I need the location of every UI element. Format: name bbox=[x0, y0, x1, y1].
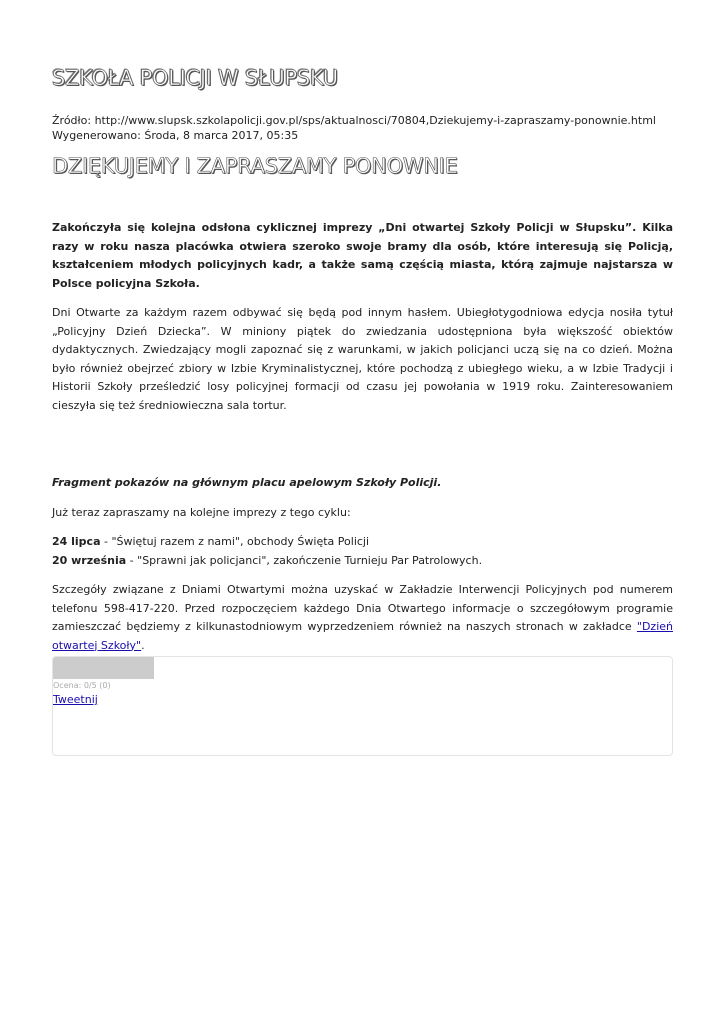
rating-stars-bar[interactable] bbox=[53, 657, 154, 679]
rating-label: Ocena: 0/5 (0) bbox=[53, 681, 111, 690]
site-title: SZKOŁA POLICJI W SŁUPSKU bbox=[52, 66, 338, 90]
event-date: 24 lipca bbox=[52, 535, 101, 548]
rating-box bbox=[52, 656, 673, 756]
invite-text: Już teraz zapraszamy na kolejne imprezy z tego cyklu: bbox=[52, 505, 351, 519]
generated-line: Wygenerowano: Środa, 8 marca 2017, 05:35 bbox=[52, 129, 299, 142]
article-body: Dni Otwarte za każdym razem odbywać się będą pod innym hasłem. Ubiegłotygodniowa edycja nosiła tytuł „Policyjny Dzień Dziecka”. W miniony piątek do zwiedzania udostępniona była większość obiektów dydaktycznych. Zwiedzający mogli zapoznać się z warunkami, w jakich policjanci uczą się na co dzień. Można było również obejrzeć zbiory w Izbie Kryminalistycznej, które pochodzą z ubiegłego wieku, a w Izbie Tradycji i Historii Szkoły prześledzić losy policyjnej formacji od czasu jej powołania w 1919 roku. Zainteresowaniem cieszyła się też średniowieczna sala tortur. bbox=[52, 306, 673, 412]
event-date: 20 września bbox=[52, 553, 127, 567]
details-paragraph bbox=[52, 581, 673, 655]
article-title: DZIĘKUJEMY I ZAPRASZAMY PONOWNIE bbox=[52, 154, 458, 178]
details-end: . bbox=[141, 638, 145, 652]
event-text: - "Sprawni jak policjanci", zakończenie Turnieju Par Patrolowych. bbox=[126, 553, 483, 567]
source-line: Źródło: http://www.slupsk.szkolapolicji.gov.pl/sps/aktualnosci/70804,Dziekujemy-i-zapraszamy-ponownie.html bbox=[52, 114, 656, 127]
image-caption: Fragment pokazów na głównym placu apelowym Szkoły Policji. bbox=[52, 476, 442, 489]
event-text: - "Świętuj razem z nami", obchody Święta Policji bbox=[100, 535, 370, 548]
image-placeholder bbox=[52, 426, 673, 474]
article-lead: Zakończyła się kolejna odsłona cyklicznej imprezy „Dni otwartej Szkoły Policji w Słupsku”. Kilka razy w roku nasza placówka otwiera szeroko swoje bramy dla osób, które interesują się Policją, kształceniem młodych policyjnych kadr, a także samą częścią miasta, którą zajmuje najstarsza w Polsce policyjna Szkoła. bbox=[52, 221, 673, 290]
tweet-link[interactable]: Tweetnij bbox=[53, 693, 98, 706]
events-list bbox=[52, 533, 673, 570]
open-day-link[interactable]: "Dzień otwartej Szkoły" bbox=[52, 620, 673, 652]
article-content bbox=[52, 219, 673, 696]
details-text: Szczegóły związane z Dniami Otwartymi można uzyskać w Zakładzie Interwencji Policyjnych pod numerem telefonu 598-417-220. Przed rozpoczęciem każdego Dnia Otwartego informacje o szczegółowym programie zamieszczać będziemy z kilkunastodniowym wyprzedzeniem również na naszych stronach w zakładce bbox=[52, 583, 673, 633]
document-meta bbox=[52, 113, 656, 143]
